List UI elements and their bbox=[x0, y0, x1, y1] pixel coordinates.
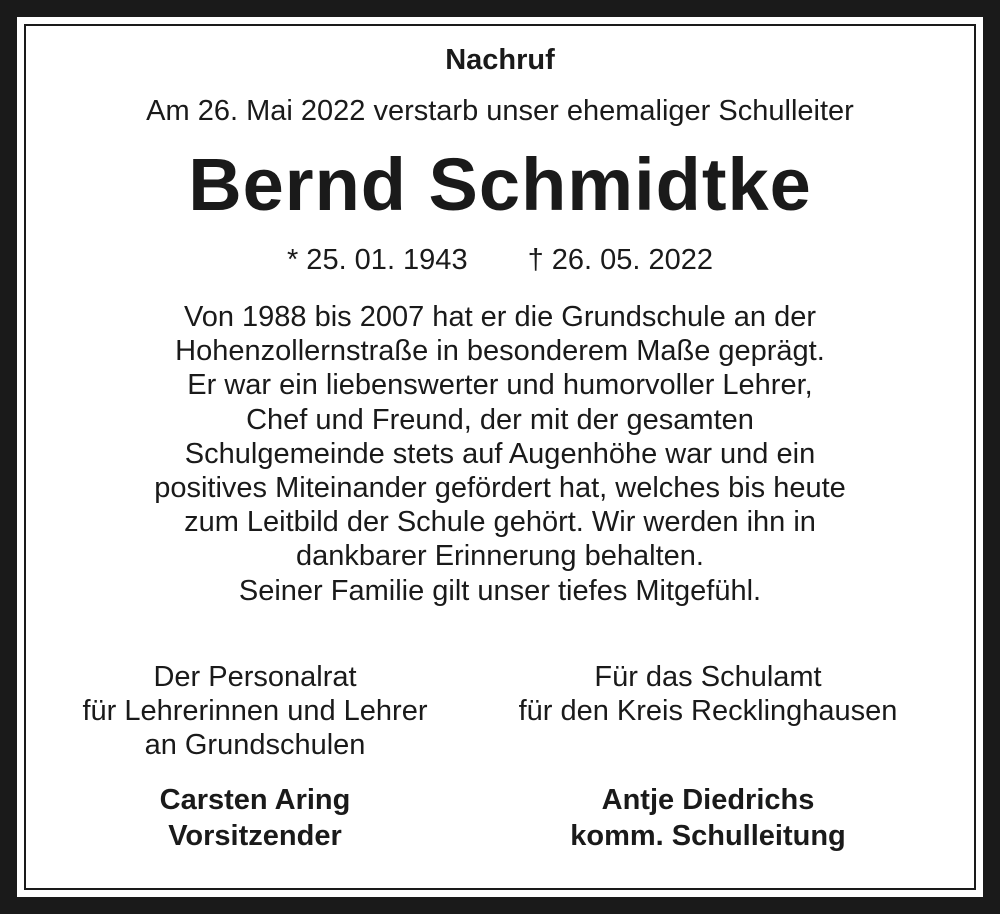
body-line: Er war ein liebenswerter und humorvoller Lehrer, bbox=[187, 369, 813, 402]
intro-text: Am 26. Mai 2022 verstarb unser ehemaliger Schulleiter bbox=[146, 95, 854, 127]
notice-heading: Nachruf bbox=[445, 44, 555, 76]
right-signature-organization bbox=[488, 660, 928, 728]
left-org-line: an Grundschulen bbox=[144, 729, 366, 761]
right-signatory-role: komm. Schulleitung bbox=[570, 820, 846, 852]
left-signatory-role: Vorsitzender bbox=[168, 820, 342, 852]
left-org-line: für Lehrerinnen und Lehrer bbox=[82, 695, 428, 727]
body-line: Von 1988 bis 2007 hat er die Grundschule an der bbox=[183, 301, 816, 333]
body-line: zum Leitbild der Schule gehört. Wir werden ihn in bbox=[184, 506, 816, 539]
right-signatory bbox=[488, 782, 928, 854]
body-line: Hohenzollernstraße in besonderem Maße geprägt. bbox=[175, 335, 825, 368]
body-line: positives Miteinander gefördert hat, welches bis heute bbox=[154, 472, 846, 505]
body-line: Chef und Freund, der mit der gesamten bbox=[246, 403, 754, 436]
birth-date: * 25. 01. 1943 bbox=[286, 244, 468, 276]
deceased-name: Bernd Schmidtke bbox=[188, 143, 812, 226]
body-line: dankbarer Erinnerung behalten. bbox=[296, 540, 704, 573]
right-signatory-name: Antje Diedrichs bbox=[601, 784, 815, 816]
left-signature-organization bbox=[35, 660, 475, 762]
death-date: † 26. 05. 2022 bbox=[527, 244, 714, 276]
obituary-body bbox=[30, 300, 970, 608]
body-line: Schulgemeinde stets auf Augenhöhe war und ein bbox=[184, 437, 816, 470]
right-org-line: für den Kreis Recklinghausen bbox=[518, 695, 898, 727]
right-org-line: Für das Schulamt bbox=[594, 661, 822, 693]
life-dates bbox=[30, 240, 970, 280]
body-line: Seiner Familie gilt unser tiefes Mitgefühl. bbox=[238, 574, 762, 607]
left-signatory bbox=[35, 782, 475, 854]
left-signatory-name: Carsten Aring bbox=[159, 784, 351, 816]
left-org-line: Der Personalrat bbox=[153, 661, 357, 693]
